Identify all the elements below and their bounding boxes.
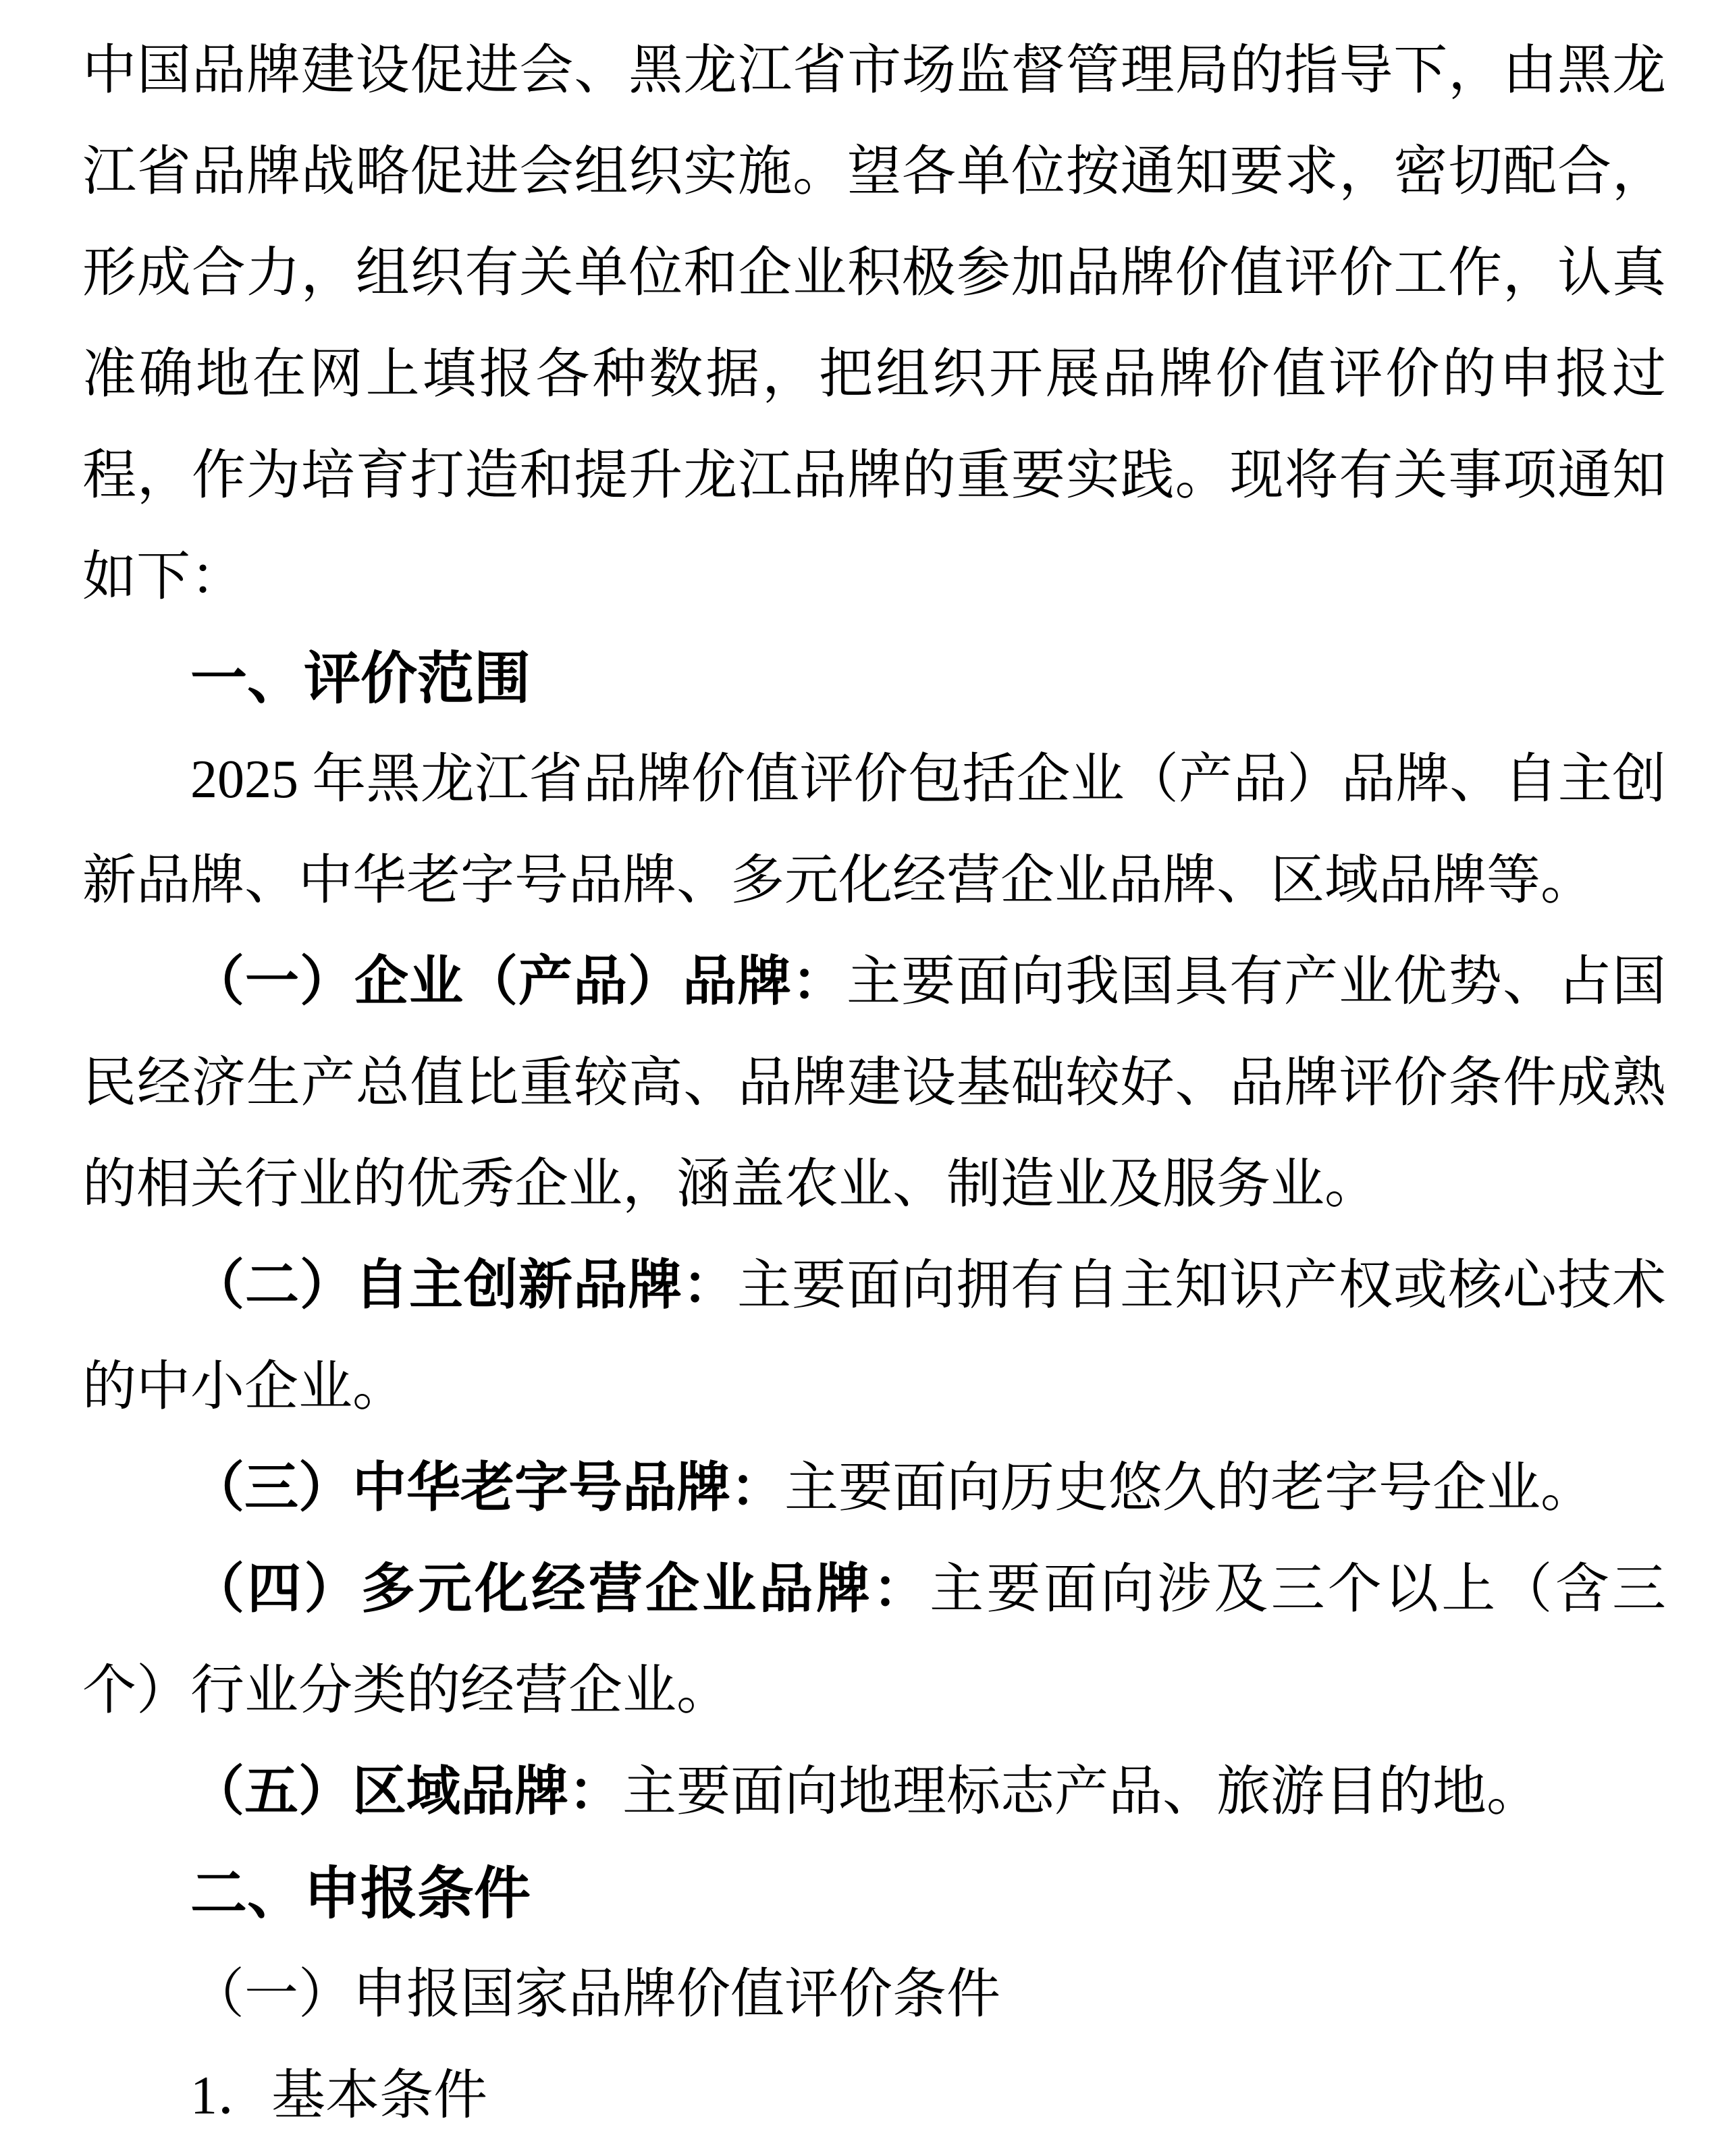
paragraph-lead-enterprise-product-brand: （一）企业（产品）品牌： xyxy=(190,952,847,1012)
paragraph-text-time-honored-brand: 主要面向历史悠久的老字号企业。 xyxy=(784,1459,1594,1518)
paragraph-lead-diversified-enterprise-brand: （四）多元化经营企业品牌： xyxy=(190,1560,930,1619)
paragraph-lead-independent-innovation-brand: （二）自主创新品牌： xyxy=(190,1256,737,1316)
paragraph-time-honored-brand xyxy=(82,1438,1666,1539)
paragraph-lead-time-honored-brand: （三）中华老字号品牌： xyxy=(190,1459,784,1518)
section-heading-application-conditions: 二、申报条件 xyxy=(190,1862,531,1925)
document-body xyxy=(82,20,1666,2147)
paragraph-regional-brand xyxy=(82,1742,1666,1843)
paragraph-lead-regional-brand: （五）区域品牌： xyxy=(190,1762,622,1822)
paragraph-text-enterprise-product-brand: 主要面向我国具有产业优势、占国民经济生产总值比重较高、品牌建设基础较好、品牌评价条件成熟的相关行业的优秀企业，涵盖农业、制造业及服务业。 xyxy=(82,952,1666,1214)
paragraph-scope-overview: 2025 年黑龙江省品牌价值评价包括企业（产品）品牌、自主创新品牌、中华老字号品牌、多元化经营企业品牌、区域品牌等。 xyxy=(82,750,1666,911)
paragraph-independent-innovation-brand xyxy=(82,1235,1666,1438)
paragraph-text-regional-brand: 主要面向地理标志产品、旅游目的地。 xyxy=(622,1762,1540,1822)
paragraph-continuation: 中国品牌建设促进会、黑龙江省市场监督管理局的指导下，由黑龙江省品牌战略促进会组织实施。望各单位按通知要求，密切配合，形成合力，组织有关单位和企业积极参加品牌价值评价工作，认真准确地在网上填报各种数据，把组织开展品牌价值评价的申报过程，作为培育打造和提升龙江品牌的重要实践。现将有关事项通知如下： xyxy=(82,41,1666,607)
sub-heading-national-brand-value-conditions: （一）申报国家品牌价值评价条件 xyxy=(190,1965,1000,2024)
paragraph-text-diversified-enterprise-brand: 主要面向涉及三个以上（含三个）行业分类的经营企业。 xyxy=(82,1560,1667,1721)
paragraph-text-independent-innovation-brand: 主要面向拥有自主知识产权或核心技术的中小企业。 xyxy=(82,1256,1666,1417)
section-heading-evaluation-scope: 一、评价范围 xyxy=(190,647,531,710)
paragraph-diversified-enterprise-brand xyxy=(82,1539,1666,1742)
sub-sub-heading-basic-conditions: 1．基本条件 xyxy=(190,2066,487,2126)
paragraph-enterprise-product-brand xyxy=(82,932,1666,1235)
